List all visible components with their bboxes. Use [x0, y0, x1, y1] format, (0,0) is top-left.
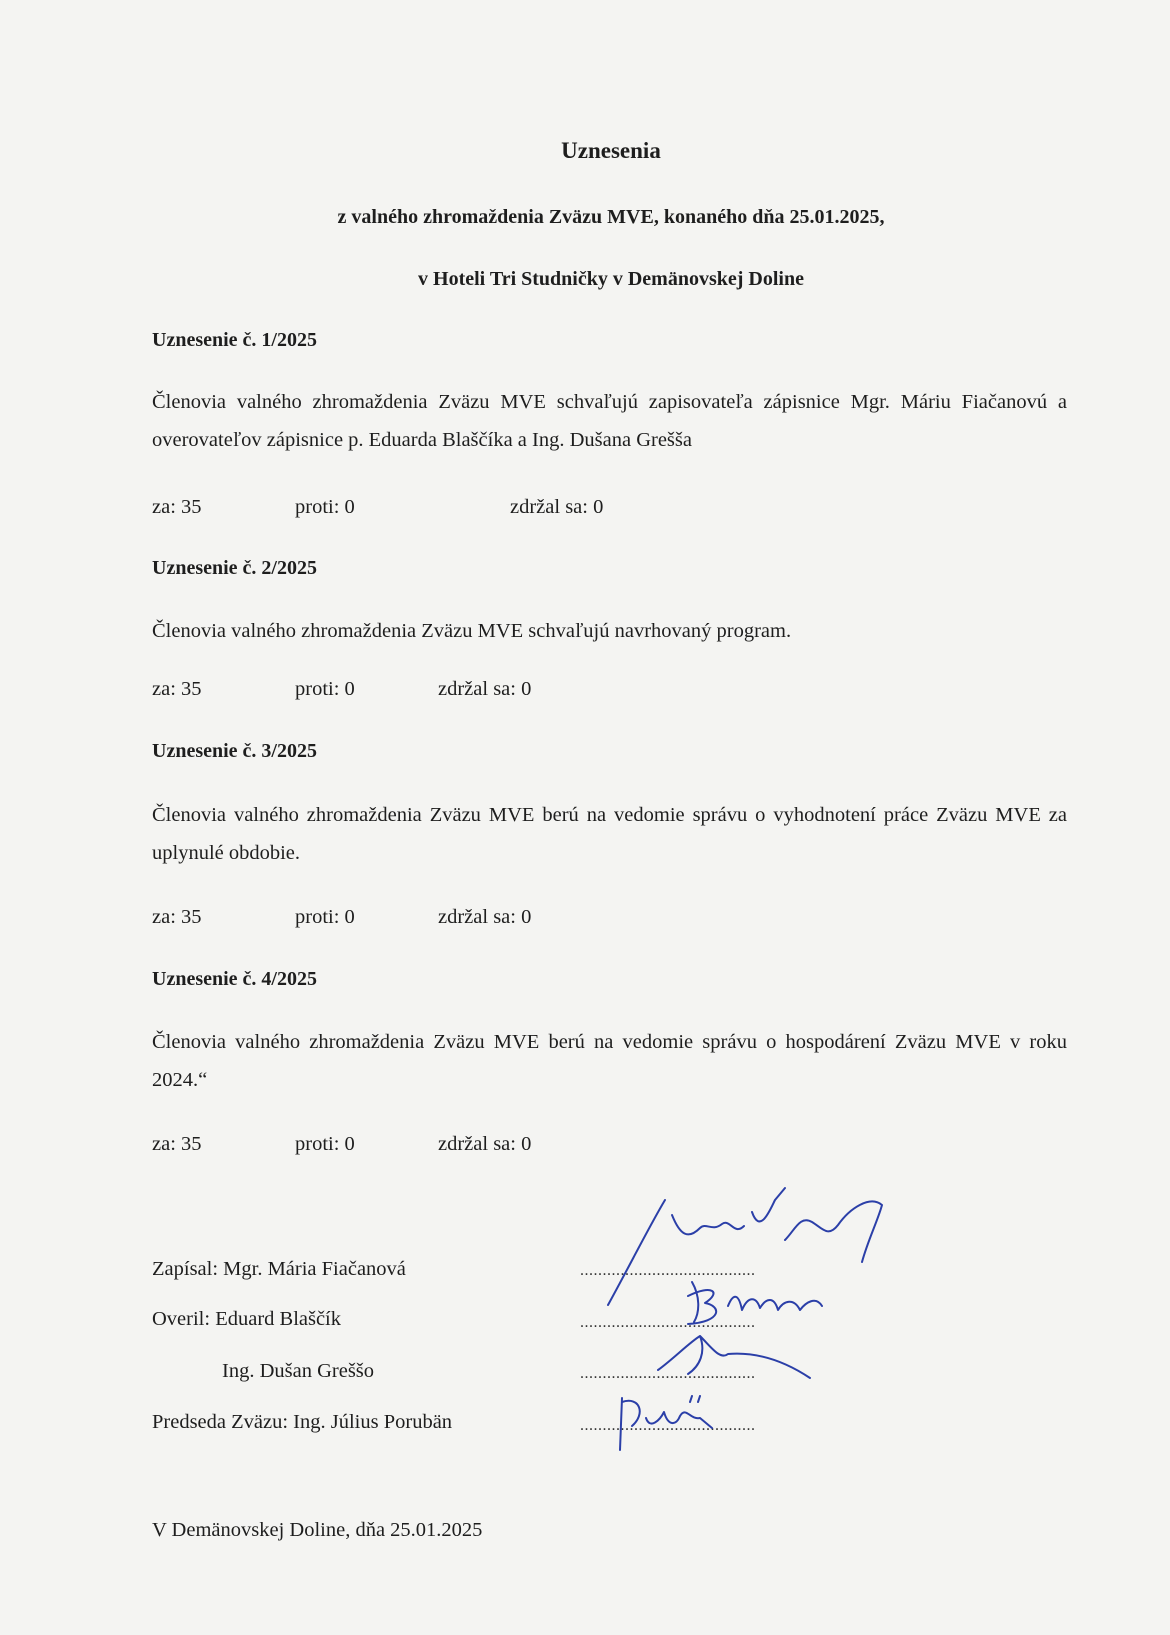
- verifier-1-signature-line: .......................................: [580, 1314, 756, 1331]
- resolution-1-vote-for: za: 35: [152, 496, 202, 518]
- recorder-label: Zapísal: Mgr. Mária Fiačanová: [152, 1258, 406, 1280]
- document-subtitle-line2: v Hoteli Tri Studničky v Demänovskej Doline: [418, 268, 804, 290]
- resolution-2-vote-against: proti: 0: [295, 678, 355, 700]
- resolution-1-vote-abstain: zdržal sa: 0: [510, 496, 604, 518]
- resolution-2-heading: Uznesenie č. 2/2025: [152, 557, 317, 579]
- resolution-1-text: Členovia valného zhromaždenia Zväzu MVE schvaľujú zapisovateľa zápisnice Mgr. Máriu Fiačanovú a overovateľov zápisnice p. Eduarda Blaščíka a Ing. Dušana Greššа: [152, 391, 1067, 451]
- resolution-1-heading: Uznesenie č. 1/2025: [152, 329, 317, 351]
- resolution-4-text: Členovia valného zhromaždenia Zväzu MVE berú na vedomie správu o hospodárení Zväzu MVE v roku 2024.“: [152, 1031, 1067, 1091]
- verifier-2-signature-line: .......................................: [580, 1365, 756, 1382]
- resolution-3-vote-for: za: 35: [152, 906, 202, 928]
- verifier-2-label: Ing. Dušan Greššo: [222, 1360, 375, 1382]
- resolution-3-text: Členovia valného zhromaždenia Zväzu MVE berú na vedomie správu o vyhodnotení práce Zväzu MVE za uplynulé obdobie.: [152, 804, 1067, 864]
- resolution-3-vote-against: proti: 0: [295, 906, 355, 928]
- document-title: Uznesenia: [561, 138, 661, 163]
- chairman-signature-line: .......................................: [580, 1417, 756, 1434]
- chairman-label: Predseda Zväzu: Ing. Július Porubän: [152, 1411, 453, 1433]
- resolution-1-vote-against: proti: 0: [295, 496, 355, 518]
- resolution-2-text: Členovia valného zhromaždenia Zväzu MVE schvaľujú navrhovaný program.: [152, 620, 792, 642]
- resolution-3-heading: Uznesenie č. 3/2025: [152, 740, 317, 762]
- resolution-4-vote-against: proti: 0: [295, 1133, 355, 1155]
- resolution-4-heading: Uznesenie č. 4/2025: [152, 968, 317, 990]
- verifier-1-label: Overil: Eduard Blaščík: [152, 1308, 342, 1330]
- resolution-4-vote-abstain: zdržal sa: 0: [438, 1133, 532, 1155]
- resolution-4-vote-for: za: 35: [152, 1133, 202, 1155]
- recorder-signature: [608, 1188, 882, 1305]
- resolution-2-vote-for: za: 35: [152, 678, 202, 700]
- resolution-3-vote-abstain: zdržal sa: 0: [438, 906, 532, 928]
- recorder-signature-line: .......................................: [580, 1262, 756, 1279]
- resolution-2-vote-abstain: zdržal sa: 0: [438, 678, 532, 700]
- document-subtitle-line1: z valného zhromaždenia Zväzu MVE, konaného dňa 25.01.2025,: [337, 206, 885, 228]
- place-and-date: V Demänovskej Doline, dňa 25.01.2025: [152, 1519, 483, 1541]
